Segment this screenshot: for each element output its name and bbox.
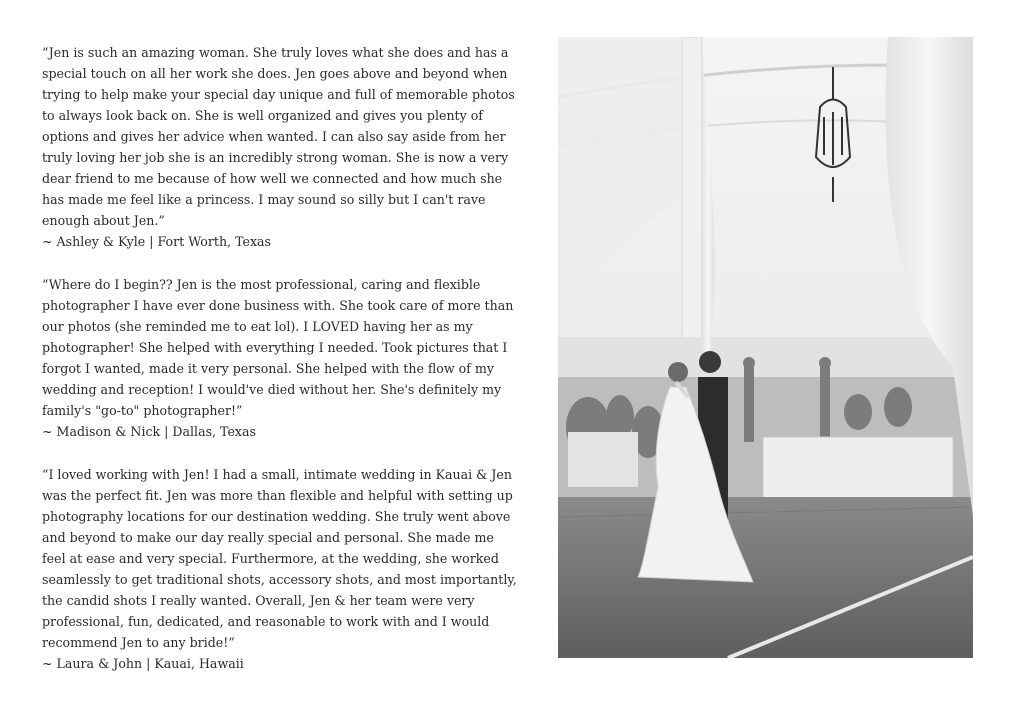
testimonial-attribution: ~ Laura & John | Kauai, Hawaii (42, 656, 244, 671)
testimonial-quote: “Where do I begin?? Jen is the most professional, caring and flexible photographer I have ever done business with. She took care of more than our photos (she reminded me to eat lol). I LOVED having her as my photographer! She helped with everything I needed. Took pictures that I forgot I wanted, made it very personal. She helped with the flow of my wedding and reception! I would've died without her. She's definitely my family's "go-to" photographer!” (42, 277, 514, 418)
wedding-first-dance-photo (558, 37, 973, 658)
testimonial-1 (42, 42, 520, 252)
testimonial-attribution: ~ Madison & Nick | Dallas, Texas (42, 424, 256, 439)
testimonial-quote: “I loved working with Jen! I had a small, intimate wedding in Kauai & Jen was the perfect fit. Jen was more than flexible and helpful with setting up photography locations for our destination wedding. She truly went above and beyond to make our day really special and personal. She made me feel at ease and very special. Furthermore, at the wedding, she worked seamlessly to get traditional shots, accessory shots, and most importantly, the candid shots I really wanted. Overall, Jen & her team were very professional, fun, dedicated, and reasonable to work with and I would recommend Jen to any bride!” (42, 467, 517, 650)
testimonial-2 (42, 274, 520, 442)
testimonial-attribution: ~ Ashley & Kyle | Fort Worth, Texas (42, 234, 272, 249)
dance-floor (558, 497, 973, 658)
testimonial-quote: “Jen is such an amazing woman. She truly loves what she does and has a special touch on all her work she does. Jen goes above and beyond when trying to help make your special day unique and full of memorable photos to always look back on. She is well organized and gives you plenty of options and gives her advice when wanted. I can also say aside from her truly loving her job she is an incredibly strong woman. She is now a very dear friend to me because of how well we connected and how much she has made me feel like a princess. I may sound so silly but I can't rave enough about Jen.” (42, 45, 515, 228)
photo-illustration (558, 37, 973, 658)
testimonial-3 (42, 464, 520, 674)
testimonials-column (42, 42, 520, 696)
reception-table (763, 437, 953, 507)
